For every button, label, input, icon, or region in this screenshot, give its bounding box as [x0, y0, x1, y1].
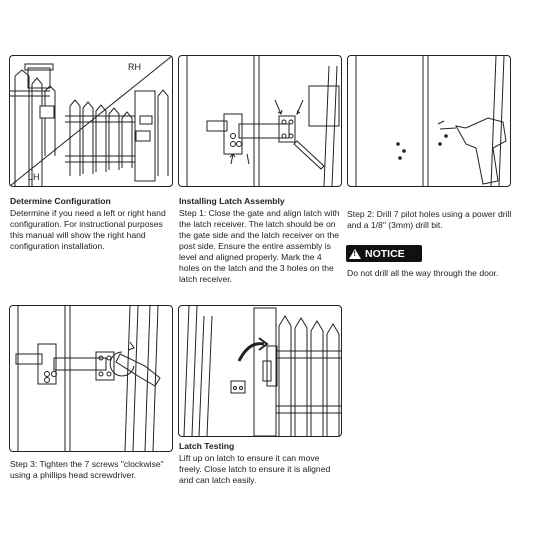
caption-title: Determine Configuration: [10, 196, 111, 206]
screwdriver-drawing: [10, 306, 172, 451]
caption-body: Step 3: Tighten the 7 screws "clockwise" using a phillips head screwdriver.: [10, 459, 164, 480]
lh-label: LH: [28, 172, 40, 182]
notice-text: Do not drill all the way through the door.: [347, 268, 499, 278]
caption-determine-configuration: [10, 196, 172, 252]
drill-pilot-holes-drawing: [348, 56, 510, 186]
caption-latch-testing: [179, 441, 343, 486]
latch-lift-drawing: [179, 306, 341, 436]
notice-label: NOTICE: [365, 247, 405, 260]
rh-label: RH: [128, 62, 141, 72]
latch-alignment-drawing: [179, 56, 341, 186]
caption-step-3: [10, 459, 172, 481]
notice-badge: [346, 245, 422, 262]
caption-step-2: [347, 209, 517, 231]
caption-body: Lift up on latch to ensure it can move freely. Close latch to ensure it is aligned and can latch easily.: [179, 453, 331, 485]
fence-configuration-drawing: [10, 56, 172, 186]
caption-title: Installing Latch Assembly: [179, 196, 285, 206]
illustration-drill: [347, 55, 511, 187]
caption-title: Latch Testing: [179, 441, 235, 451]
illustration-tighten-screws: [9, 305, 173, 452]
caption-notice-text: [347, 268, 517, 279]
illustration-latch-testing: [178, 305, 342, 437]
warning-icon: !: [349, 249, 361, 259]
illustration-configuration: [9, 55, 173, 187]
illustration-latch-assembly: [178, 55, 342, 187]
caption-body: Step 1: Close the gate and align latch with the latch receiver. The latch should be on the gate side and the latch receiver on the post side. Ensure the entire assembly is level and aligned properly. Mark the 4 holes on the latch and the 3 holes on the latch receiver.: [179, 208, 340, 284]
caption-body: Step 2: Drill 7 pilot holes using a power drill and a 1/8" (3mm) drill bit.: [347, 209, 512, 230]
caption-body: Determine if you need a left or right hand configuration. For instructional purposes this manual will show the right hand configuration installation.: [10, 208, 166, 251]
caption-installing-latch: [179, 196, 343, 285]
